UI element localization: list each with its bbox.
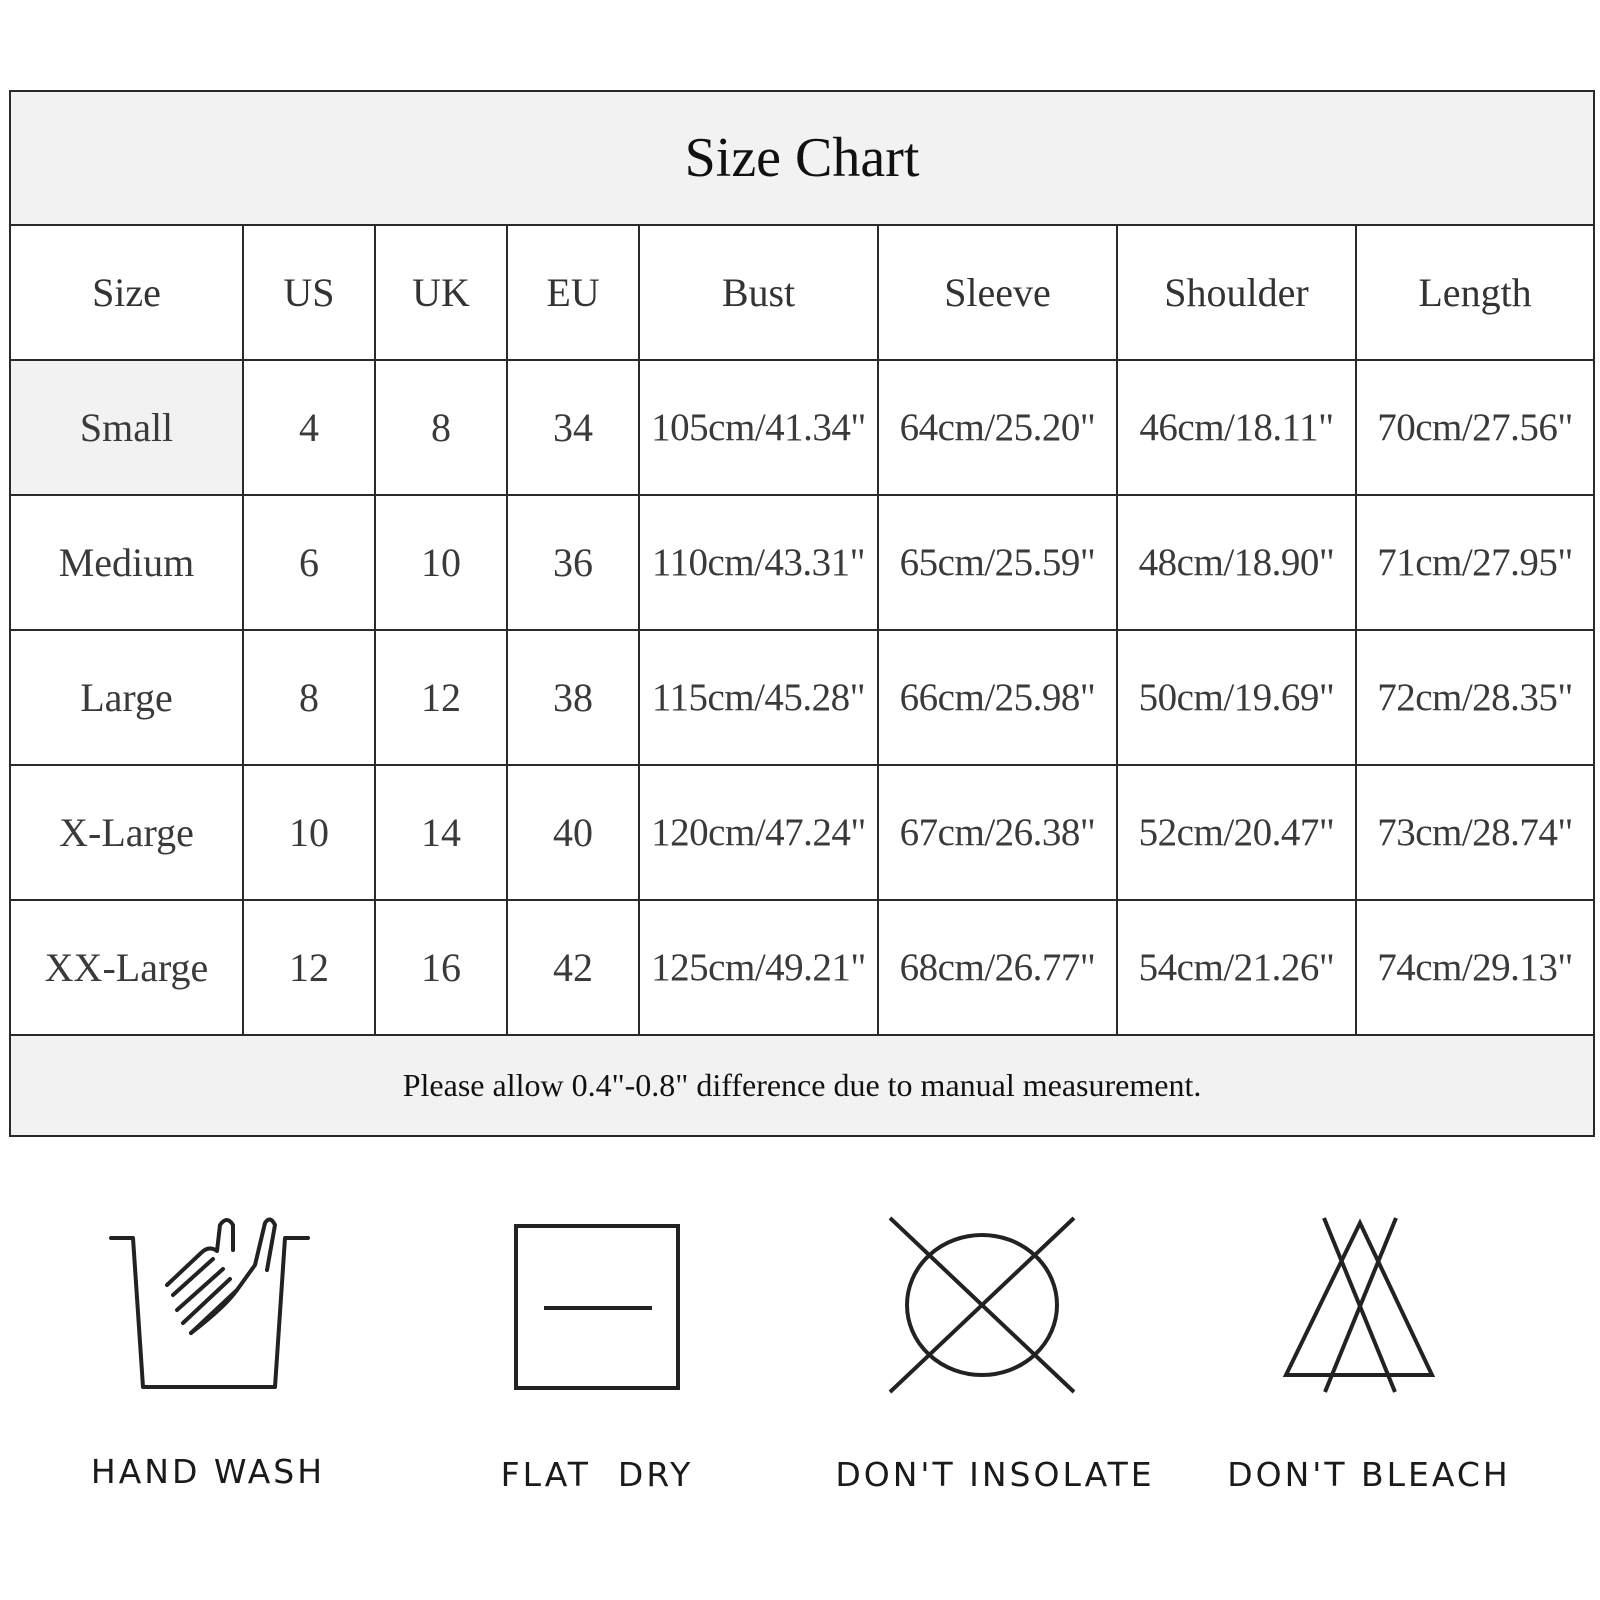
length-cell: 70cm/27.56" xyxy=(1356,360,1594,495)
chart-title: Size Chart xyxy=(10,91,1594,225)
hand-wash-icon xyxy=(105,1195,315,1395)
shoulder-cell: 48cm/18.90" xyxy=(1117,495,1356,630)
us-cell: 8 xyxy=(243,630,375,765)
us-cell: 6 xyxy=(243,495,375,630)
table-row xyxy=(10,900,1594,1035)
size-chart-table xyxy=(9,90,1595,1137)
table-row xyxy=(10,495,1594,630)
size-cell: Large xyxy=(10,630,243,765)
bust-cell: 125cm/49.21" xyxy=(639,900,878,1035)
eu-cell: 36 xyxy=(507,495,639,630)
eu-cell: 34 xyxy=(507,360,639,495)
length-cell: 71cm/27.95" xyxy=(1356,495,1594,630)
column-header: Bust xyxy=(639,225,878,360)
shoulder-cell: 52cm/20.47" xyxy=(1117,765,1356,900)
uk-cell: 10 xyxy=(375,495,507,630)
table-row xyxy=(10,765,1594,900)
column-header: UK xyxy=(375,225,507,360)
uk-cell: 8 xyxy=(375,360,507,495)
shoulder-cell: 50cm/19.69" xyxy=(1117,630,1356,765)
size-cell: XX-Large xyxy=(10,900,243,1035)
shoulder-cell: 46cm/18.11" xyxy=(1117,360,1356,495)
care-label-dont-insolate: DON'T INSOLATE xyxy=(835,1455,1155,1494)
care-label-flat-dry: FLAT DRY xyxy=(500,1455,694,1494)
sleeve-cell: 68cm/26.77" xyxy=(878,900,1117,1035)
eu-cell: 40 xyxy=(507,765,639,900)
header-row xyxy=(10,225,1594,360)
table-row xyxy=(10,360,1594,495)
column-header: EU xyxy=(507,225,639,360)
dont-insolate-icon xyxy=(887,1215,1077,1395)
care-label-dont-bleach: DON'T BLEACH xyxy=(1227,1455,1511,1494)
bust-cell: 105cm/41.34" xyxy=(639,360,878,495)
size-cell: Medium xyxy=(10,495,243,630)
size-cell: Small xyxy=(10,360,243,495)
length-cell: 72cm/28.35" xyxy=(1356,630,1594,765)
eu-cell: 38 xyxy=(507,630,639,765)
column-header: Shoulder xyxy=(1117,225,1356,360)
eu-cell: 42 xyxy=(507,900,639,1035)
column-header: Size xyxy=(10,225,243,360)
uk-cell: 14 xyxy=(375,765,507,900)
us-cell: 10 xyxy=(243,765,375,900)
bust-cell: 120cm/47.24" xyxy=(639,765,878,900)
us-cell: 4 xyxy=(243,360,375,495)
column-header: Sleeve xyxy=(878,225,1117,360)
flat-dry-icon xyxy=(512,1222,682,1392)
uk-cell: 12 xyxy=(375,630,507,765)
care-label-hand-wash: HAND WASH xyxy=(90,1452,326,1491)
size-cell: X-Large xyxy=(10,765,243,900)
us-cell: 12 xyxy=(243,900,375,1035)
shoulder-cell: 54cm/21.26" xyxy=(1117,900,1356,1035)
bust-cell: 110cm/43.31" xyxy=(639,495,878,630)
uk-cell: 16 xyxy=(375,900,507,1035)
table-row xyxy=(10,630,1594,765)
length-cell: 73cm/28.74" xyxy=(1356,765,1594,900)
column-header: US xyxy=(243,225,375,360)
length-cell: 74cm/29.13" xyxy=(1356,900,1594,1035)
sleeve-cell: 67cm/26.38" xyxy=(878,765,1117,900)
bust-cell: 115cm/45.28" xyxy=(639,630,878,765)
sleeve-cell: 64cm/25.20" xyxy=(878,360,1117,495)
measurement-note: Please allow 0.4"-0.8" difference due to manual measurement. xyxy=(10,1035,1594,1136)
sleeve-cell: 65cm/25.59" xyxy=(878,495,1117,630)
column-header: Length xyxy=(1356,225,1594,360)
sleeve-cell: 66cm/25.98" xyxy=(878,630,1117,765)
dont-bleach-icon xyxy=(1280,1215,1440,1395)
